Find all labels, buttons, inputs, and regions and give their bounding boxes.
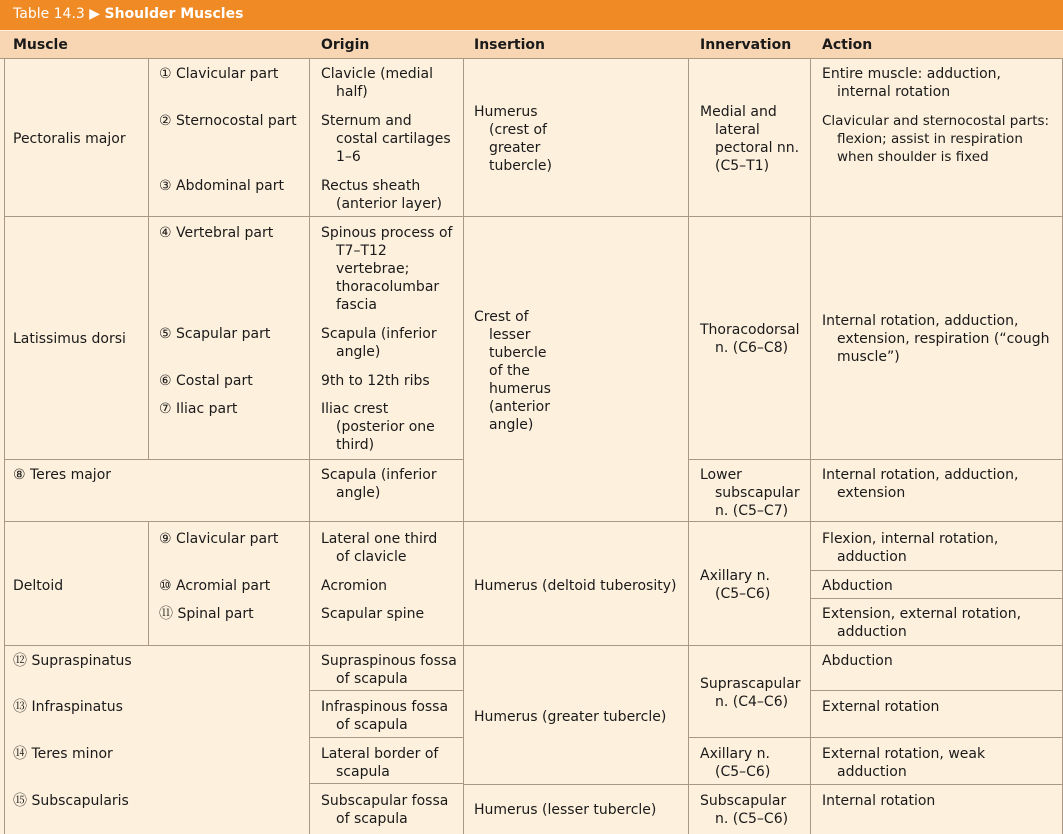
pectoralis-action-2: Clavicular and sternocostal parts: flexion; assist in respiration when shoulder is fixed [822, 113, 1050, 165]
deltoid-part-9: ⑨ Clavicular part [159, 531, 279, 547]
deltoid-origin-10: Acromion [321, 578, 388, 594]
header-action: Action [822, 37, 873, 53]
latissimus-origin-5: Scapula (inferior angle) [321, 326, 437, 360]
pectoralis-name: Pectoralis major [13, 131, 126, 147]
deltoid-action-10: Abduction [822, 578, 893, 594]
teres-major-origin: Scapula (inferior angle) [321, 467, 437, 501]
header-muscle: Muscle [13, 37, 68, 53]
latissimus-action: Internal rotation, adduction, extension, respiration (“cough muscle”) [822, 313, 1050, 365]
pectoralis-action-1: Entire muscle: adduction, internal rotation [822, 66, 1001, 100]
subscapularis-origin: Subscapular fossa of scapula [321, 793, 449, 827]
subscapularis-name: ⑮ Subscapularis [13, 793, 129, 809]
teres-minor-name: ⑭ Teres minor [13, 746, 113, 762]
teres-minor-action: External rotation, weak adduction [822, 746, 986, 780]
teres-major-action: Internal rotation, adduction, extension [822, 467, 1019, 501]
pectoralis-insertion: Humerus (crest of greater tubercle) [474, 104, 552, 174]
latissimus-origin-4: Spinous process of T7–T12 vertebrae; thoracolumbar fascia [321, 225, 453, 313]
latissimus-origin-6: 9th to 12th ribs [321, 373, 430, 389]
pectoralis-part-1: ① Clavicular part [159, 66, 279, 82]
header-innervation: Innervation [700, 37, 792, 53]
pectoralis-innervation: Medial and lateral pectoral nn. (C5–T1) [700, 104, 800, 174]
subscapularis-innervation: Subscapular n. (C5–C6) [700, 793, 789, 827]
latissimus-origin-7: Iliac crest (posterior one third) [321, 401, 435, 453]
deltoid-innervation: Axillary n. (C5–C6) [700, 568, 771, 602]
teres-minor-origin: Lateral border of scapula [321, 746, 439, 780]
greater-tubercle-insertion: Humerus (greater tubercle) [474, 709, 667, 725]
header-insertion: Insertion [474, 37, 545, 53]
header-origin: Origin [321, 37, 370, 53]
pectoralis-part-2: ② Sternocostal part [159, 113, 297, 129]
pectoralis-part-3: ③ Abdominal part [159, 178, 284, 194]
deltoid-origin-9: Lateral one third of clavicle [321, 531, 438, 565]
latissimus-part-5: ⑤ Scapular part [159, 326, 271, 342]
supraspinatus-name: ⑫ Supraspinatus [13, 653, 132, 669]
subscapularis-action: Internal rotation [822, 793, 936, 809]
latissimus-part-6: ⑥ Costal part [159, 373, 253, 389]
infraspinatus-origin: Infraspinous fossa of scapula [321, 699, 449, 733]
pectoralis-origin-3: Rectus sheath (anterior layer) [321, 178, 443, 212]
deltoid-name: Deltoid [13, 578, 64, 594]
deltoid-action-11: Extension, external rotation, adduction [822, 606, 1022, 640]
supraspinatus-action: Abduction [822, 653, 893, 669]
infraspinatus-name: ⑬ Infraspinatus [13, 699, 123, 715]
teres-minor-innervation: Axillary n. (C5–C6) [700, 746, 771, 780]
infraspinatus-action: External rotation [822, 699, 940, 715]
suprascapular-innervation: Suprascapular n. (C4–C6) [700, 676, 801, 710]
latissimus-name: Latissimus dorsi [13, 331, 126, 347]
table-title: Shoulder Muscles [104, 6, 244, 22]
deltoid-insertion: Humerus (deltoid tuberosity) [474, 578, 677, 594]
table-label: Table 14.3 [13, 6, 85, 22]
latissimus-insertion: Crest of lesser tubercle of the humerus (anterior angle) [474, 309, 551, 433]
latissimus-part-4: ④ Vertebral part [159, 225, 274, 241]
supraspinatus-origin: Supraspinous fossa of scapula [321, 653, 457, 687]
latissimus-innervation: Thoracodorsal n. (C6–C8) [700, 322, 800, 356]
subscapularis-insertion: Humerus (lesser tubercle) [474, 802, 657, 818]
teres-major-name: ⑧ Teres major [13, 467, 112, 483]
deltoid-origin-11: Scapular spine [321, 606, 425, 622]
deltoid-action-9: Flexion, internal rotation, adduction [822, 531, 999, 565]
teres-major-innervation: Lower subscapular n. (C5–C7) [700, 467, 800, 519]
pectoralis-origin-1: Clavicle (medial half) [321, 66, 434, 100]
deltoid-part-10: ⑩ Acromial part [159, 578, 271, 594]
pectoralis-origin-2: Sternum and costal cartilages 1–6 [321, 113, 451, 165]
latissimus-part-7: ⑦ Iliac part [159, 401, 238, 417]
deltoid-part-11: ⑪ Spinal part [159, 606, 254, 622]
caption-arrow-icon: ▶ [89, 6, 101, 22]
